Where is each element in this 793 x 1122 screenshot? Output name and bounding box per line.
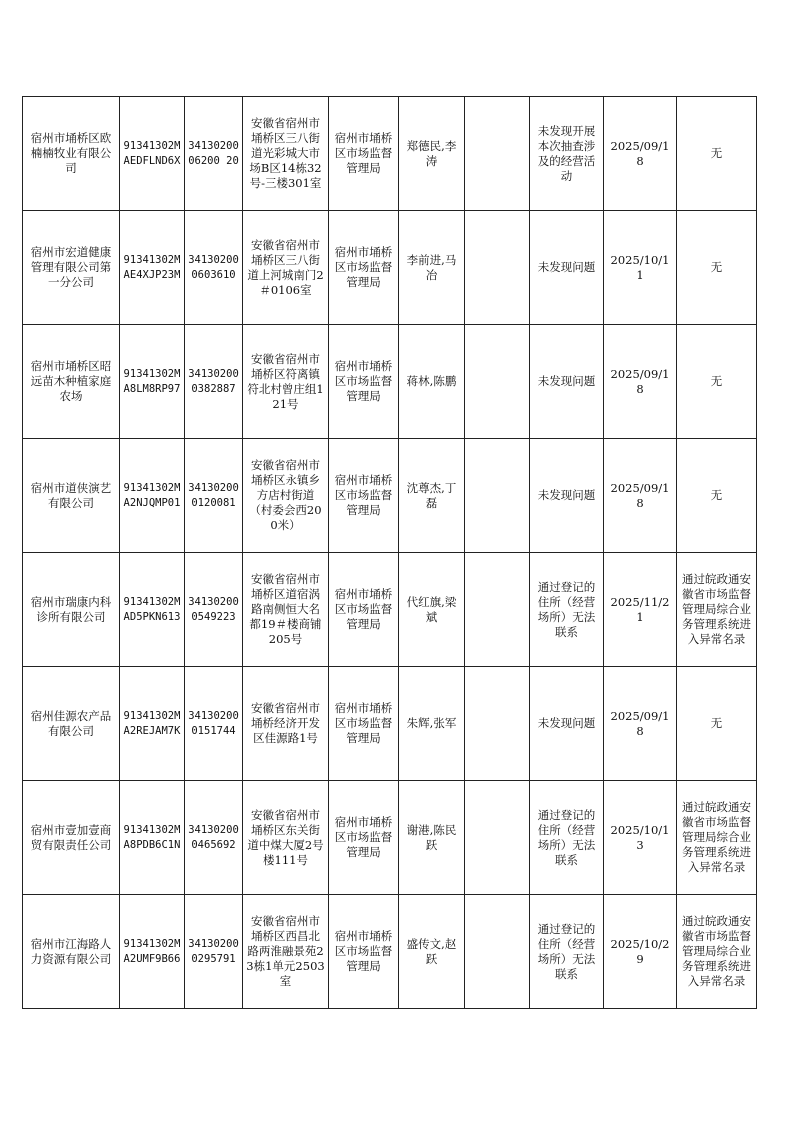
registration-number-cell: 341302000295791	[185, 895, 243, 1009]
blank-cell	[465, 553, 530, 667]
inspection-result-cell: 未发现问题	[530, 325, 604, 439]
address-cell: 安徽省宿州市埇桥区永镇乡方店村街道（村委会西200米）	[243, 439, 329, 553]
credit-code-cell: 91341302MA8LM8RP97	[120, 325, 185, 439]
blank-cell	[465, 439, 530, 553]
company-name-cell: 宿州市道侠演艺有限公司	[23, 439, 120, 553]
inspection-result-cell: 未发现问题	[530, 667, 604, 781]
authority-cell: 宿州市埇桥区市场监督管理局	[329, 667, 399, 781]
registration-number-cell: 3413020006200 20	[185, 97, 243, 211]
address-cell: 安徽省宿州市埇桥区道宿涡路南侧恒大名都19＃楼商铺205号	[243, 553, 329, 667]
inspectors-cell: 盛传文,赵跃	[399, 895, 465, 1009]
authority-cell: 宿州市埇桥区市场监督管理局	[329, 895, 399, 1009]
remark-cell: 无	[677, 211, 757, 325]
company-name-cell: 宿州市宏道健康管理有限公司第一分公司	[23, 211, 120, 325]
address-cell: 安徽省宿州市埇桥经济开发区佳源路1号	[243, 667, 329, 781]
address-cell: 安徽省宿州市埇桥区符离镇符北村曾庄组121号	[243, 325, 329, 439]
inspectors-cell: 郑德民,李涛	[399, 97, 465, 211]
inspection-result-cell: 通过登记的住所（经营场所）无法联系	[530, 553, 604, 667]
table-row	[23, 553, 757, 667]
blank-cell	[465, 895, 530, 1009]
completion-date-cell: 2025/09/18	[604, 97, 677, 211]
table-row	[23, 667, 757, 781]
address-cell: 安徽省宿州市埇桥区三八街道上河城南门2＃0106室	[243, 211, 329, 325]
completion-date-cell: 2025/10/29	[604, 895, 677, 1009]
remark-cell: 无	[677, 439, 757, 553]
company-name-cell: 宿州市埇桥区昭远苗木种植家庭农场	[23, 325, 120, 439]
inspectors-cell: 蒋林,陈鹏	[399, 325, 465, 439]
table-row	[23, 211, 757, 325]
company-name-cell: 宿州市壹加壹商贸有限责任公司	[23, 781, 120, 895]
inspection-result-cell: 通过登记的住所（经营场所）无法联系	[530, 781, 604, 895]
registration-number-cell: 341302000120081	[185, 439, 243, 553]
address-cell: 安徽省宿州市埇桥区西昌北路两淮融景苑23栋1单元2503室	[243, 895, 329, 1009]
completion-date-cell: 2025/10/13	[604, 781, 677, 895]
completion-date-cell: 2025/09/18	[604, 439, 677, 553]
authority-cell: 宿州市埇桥区市场监督管理局	[329, 439, 399, 553]
table-row	[23, 325, 757, 439]
blank-cell	[465, 325, 530, 439]
authority-cell: 宿州市埇桥区市场监督管理局	[329, 97, 399, 211]
authority-cell: 宿州市埇桥区市场监督管理局	[329, 325, 399, 439]
credit-code-cell: 91341302MAD5PKN613	[120, 553, 185, 667]
blank-cell	[465, 97, 530, 211]
remark-cell: 无	[677, 325, 757, 439]
inspection-result-cell: 未发现问题	[530, 211, 604, 325]
inspection-results-table	[22, 96, 757, 1009]
table-row	[23, 439, 757, 553]
table-row	[23, 895, 757, 1009]
remark-cell: 无	[677, 97, 757, 211]
inspection-result-cell: 未发现问题	[530, 439, 604, 553]
table-row	[23, 781, 757, 895]
remark-cell: 通过皖政通安徽省市场监督管理局综合业务管理系统进入异常名录	[677, 781, 757, 895]
inspection-result-cell: 未发现开展本次抽查涉及的经营活动	[530, 97, 604, 211]
registration-number-cell: 341302000382887	[185, 325, 243, 439]
registration-number-cell: 341302000603610	[185, 211, 243, 325]
completion-date-cell: 2025/10/11	[604, 211, 677, 325]
remark-cell: 通过皖政通安徽省市场监督管理局综合业务管理系统进入异常名录	[677, 895, 757, 1009]
inspectors-cell: 朱辉,张军	[399, 667, 465, 781]
remark-cell: 无	[677, 667, 757, 781]
blank-cell	[465, 667, 530, 781]
credit-code-cell: 91341302MA2UMF9B66	[120, 895, 185, 1009]
credit-code-cell: 91341302MA2NJQMP01	[120, 439, 185, 553]
company-name-cell: 宿州市瑞康内科诊所有限公司	[23, 553, 120, 667]
completion-date-cell: 2025/11/21	[604, 553, 677, 667]
blank-cell	[465, 211, 530, 325]
blank-cell	[465, 781, 530, 895]
company-name-cell: 宿州市江海路人力资源有限公司	[23, 895, 120, 1009]
company-name-cell: 宿州佳源农产品有限公司	[23, 667, 120, 781]
table-body	[23, 97, 757, 1009]
company-name-cell: 宿州市埇桥区欧楠楠牧业有限公司	[23, 97, 120, 211]
table-row	[23, 97, 757, 211]
remark-cell: 通过皖政通安徽省市场监督管理局综合业务管理系统进入异常名录	[677, 553, 757, 667]
completion-date-cell: 2025/09/18	[604, 325, 677, 439]
registration-number-cell: 341302000465692	[185, 781, 243, 895]
credit-code-cell: 91341302MA2REJAM7K	[120, 667, 185, 781]
address-cell: 安徽省宿州市埇桥区三八街道光彩城大市场B区14栋32号-三楼301室	[243, 97, 329, 211]
inspectors-cell: 谢港,陈民跃	[399, 781, 465, 895]
authority-cell: 宿州市埇桥区市场监督管理局	[329, 781, 399, 895]
credit-code-cell: 91341302MA8PDB6C1N	[120, 781, 185, 895]
inspectors-cell: 代红旗,梁斌	[399, 553, 465, 667]
completion-date-cell: 2025/09/18	[604, 667, 677, 781]
authority-cell: 宿州市埇桥区市场监督管理局	[329, 211, 399, 325]
address-cell: 安徽省宿州市埇桥区东关街道中煤大厦2号楼111号	[243, 781, 329, 895]
registration-number-cell: 341302000151744	[185, 667, 243, 781]
credit-code-cell: 91341302MAEDFLND6X	[120, 97, 185, 211]
inspectors-cell: 李前进,马冶	[399, 211, 465, 325]
authority-cell: 宿州市埇桥区市场监督管理局	[329, 553, 399, 667]
inspection-result-cell: 通过登记的住所（经营场所）无法联系	[530, 895, 604, 1009]
registration-number-cell: 341302000549223	[185, 553, 243, 667]
credit-code-cell: 91341302MAE4XJP23M	[120, 211, 185, 325]
inspectors-cell: 沈尊杰,丁磊	[399, 439, 465, 553]
